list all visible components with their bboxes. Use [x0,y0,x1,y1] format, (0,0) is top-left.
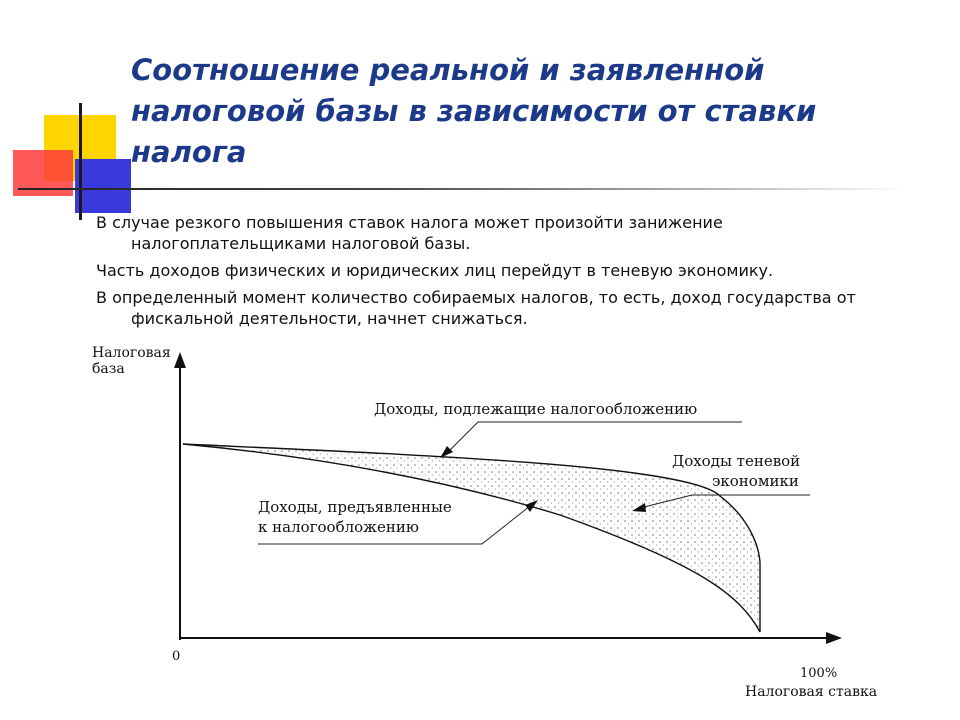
label-declared-line2: к налогообложению [258,518,419,536]
x-axis-label: Налоговая ставка [745,684,878,700]
tax-base-diagram [0,330,960,720]
label-declared-line1: Доходы, предъявленные [258,498,452,516]
x-axis-arrow [826,632,842,644]
label-taxable-arrowhead [440,446,453,458]
bullet-list [96,212,896,335]
y-axis-label-line1: Налоговая [92,345,171,361]
shadow-economy-area [183,444,760,632]
label-taxable-leader [448,422,478,452]
bullet-item: В определенный момент количество собираемых налогов, то есть, доход государства от фискальной деятельности, начнет снижаться. [96,288,856,328]
title-underline [18,188,908,190]
decor-blue-square [75,159,131,213]
bullet-item: В случае резкого повышения ставок налога может произойти занижение налогоплательщиками налоговой базы. [96,213,723,253]
slide-title: Соотношение реальной и заявленной налоговой базы в зависимости от ставки налога [131,53,817,169]
label-shadow-line1: Доходы теневой [672,452,801,470]
label-declared-leader [482,506,530,544]
label-taxable-income: Доходы, подлежащие налогообложению [374,400,698,418]
x-max-label: 100% [800,666,838,681]
bullet-item: Часть доходов физических и юридических лиц перейдут в теневую экономику. [96,261,774,280]
label-shadow-line2: экономики [712,472,799,490]
origin-label: 0 [172,649,181,664]
y-axis-label-line2: база [92,361,125,377]
y-axis-arrow [174,352,186,368]
decor-vertical-line [79,103,82,220]
